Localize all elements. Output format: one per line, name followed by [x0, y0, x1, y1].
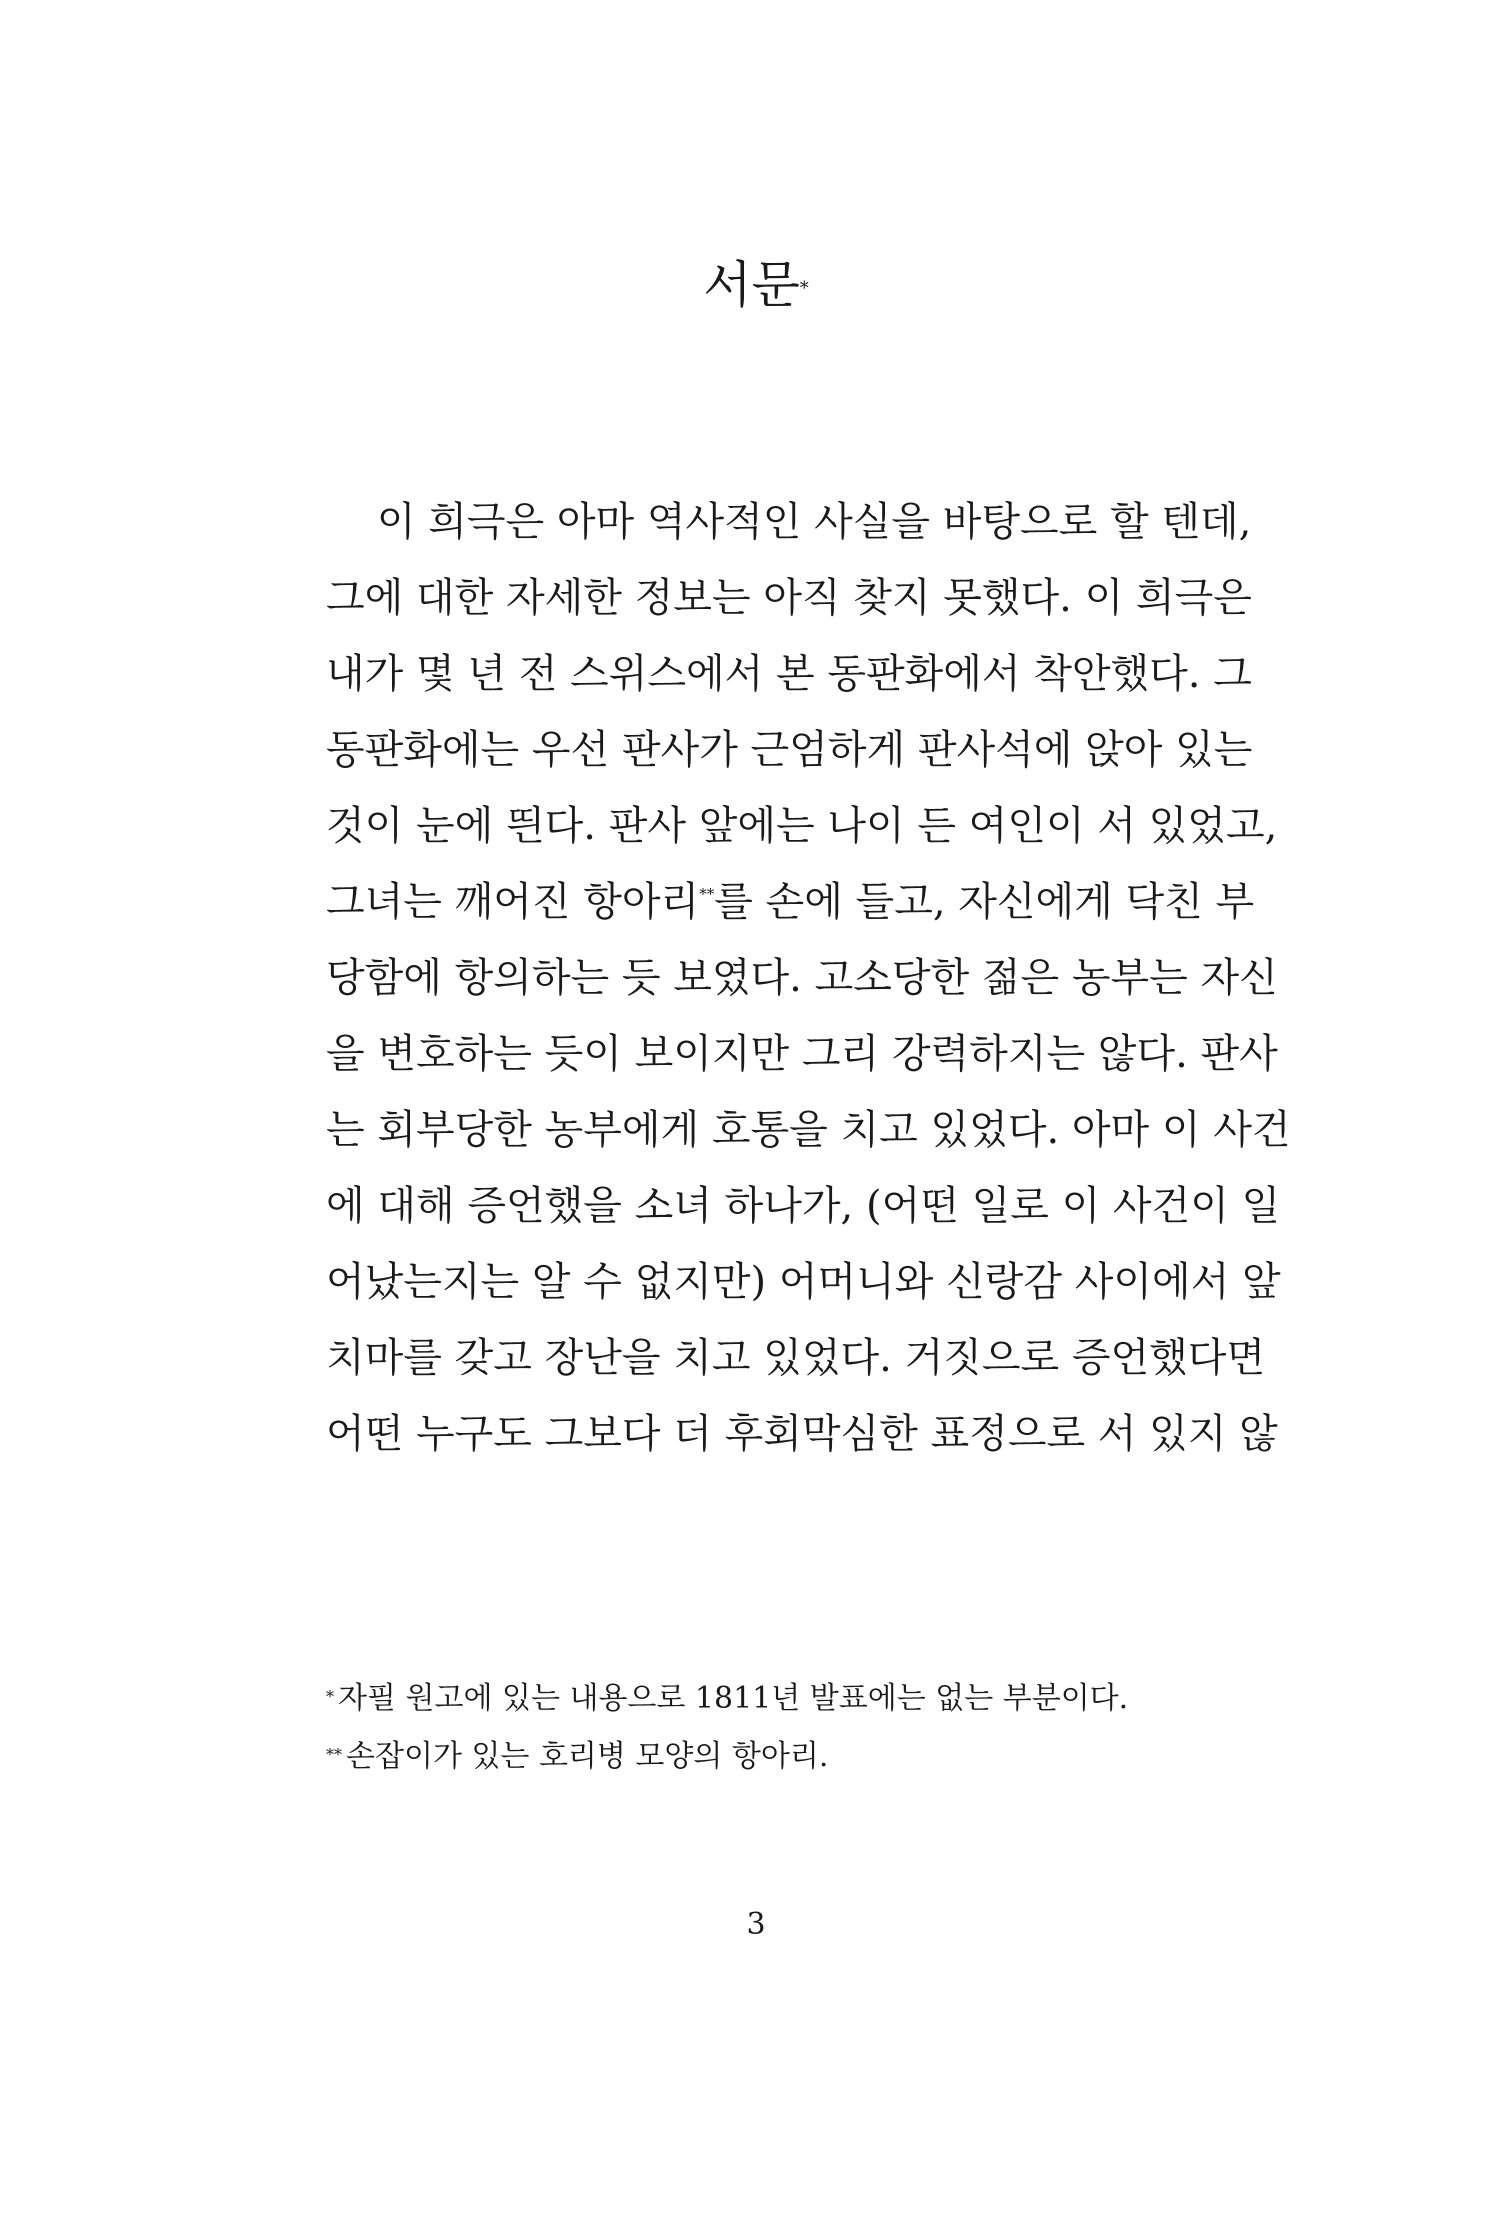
text-line: 것이 눈에 띈다. 판사 앞에는 나이 든 여인이 서 있었고,: [326, 803, 1278, 849]
text-line: 어떤 누구도 그보다 더 후회막심한 표정으로 서 있지 않: [326, 1411, 1278, 1457]
text-line: 내가 몇 년 전 스위스에서 본 동판화에서 착안했다. 그: [326, 651, 1252, 697]
text-line: 치마를 갖고 장난을 치고 있었다. 거짓으로 증언했다면: [326, 1335, 1266, 1381]
footnote-text: 손잡이가 있는 호리병 모양의 항아리.: [346, 1739, 829, 1774]
footnote: [326, 1728, 1236, 1786]
text-line-start: 그녀는 깨어진 항아리: [326, 879, 700, 925]
footnote-mark: **: [699, 885, 715, 903]
footnote-mark: *: [326, 1687, 334, 1706]
text-line: 에 대해 증언했을 소녀 하나가, (어떤 일로 이 사건이 일: [326, 1183, 1281, 1229]
text-line: 을 변호하는 듯이 보이지만 그리 강력하지는 않다. 판사: [326, 1031, 1278, 1077]
text-line-end: 를 손에 들고, 자신에게 닥친 부: [714, 879, 1255, 925]
footnotes: [326, 1670, 1236, 1786]
title-text: 서문: [703, 256, 800, 314]
text-line: 이 희극은 아마 역사적인 사실을 바탕으로 할 텐데,: [326, 499, 1252, 545]
footnote: [326, 1670, 1236, 1728]
text-line: 는 회부당한 농부에게 호통을 치고 있었다. 아마 이 사건: [326, 1107, 1291, 1153]
text-line: 당함에 항의하는 듯 보였다. 고소당한 젊은 농부는 자신: [326, 955, 1278, 1001]
footnote-text: 자필 원고에 있는 내용으로 1811년 발표에는 없는 부분이다.: [338, 1681, 1129, 1716]
text-line: [326, 864, 1255, 940]
text-line: 어났는지는 알 수 없지만) 어머니와 신랑감 사이에서 앞: [326, 1259, 1281, 1305]
footnote-mark: **: [326, 1745, 342, 1764]
title-footnote-mark: *: [799, 278, 809, 299]
page-title: [0, 250, 1512, 320]
body-paragraph: [326, 484, 1291, 1472]
text-line: 그에 대한 자세한 정보는 아직 찾지 못했다. 이 희극은: [326, 575, 1252, 621]
page-number: 3: [746, 1907, 766, 1942]
text-line: 동판화에는 우선 판사가 근엄하게 판사석에 앉아 있는: [326, 727, 1253, 773]
